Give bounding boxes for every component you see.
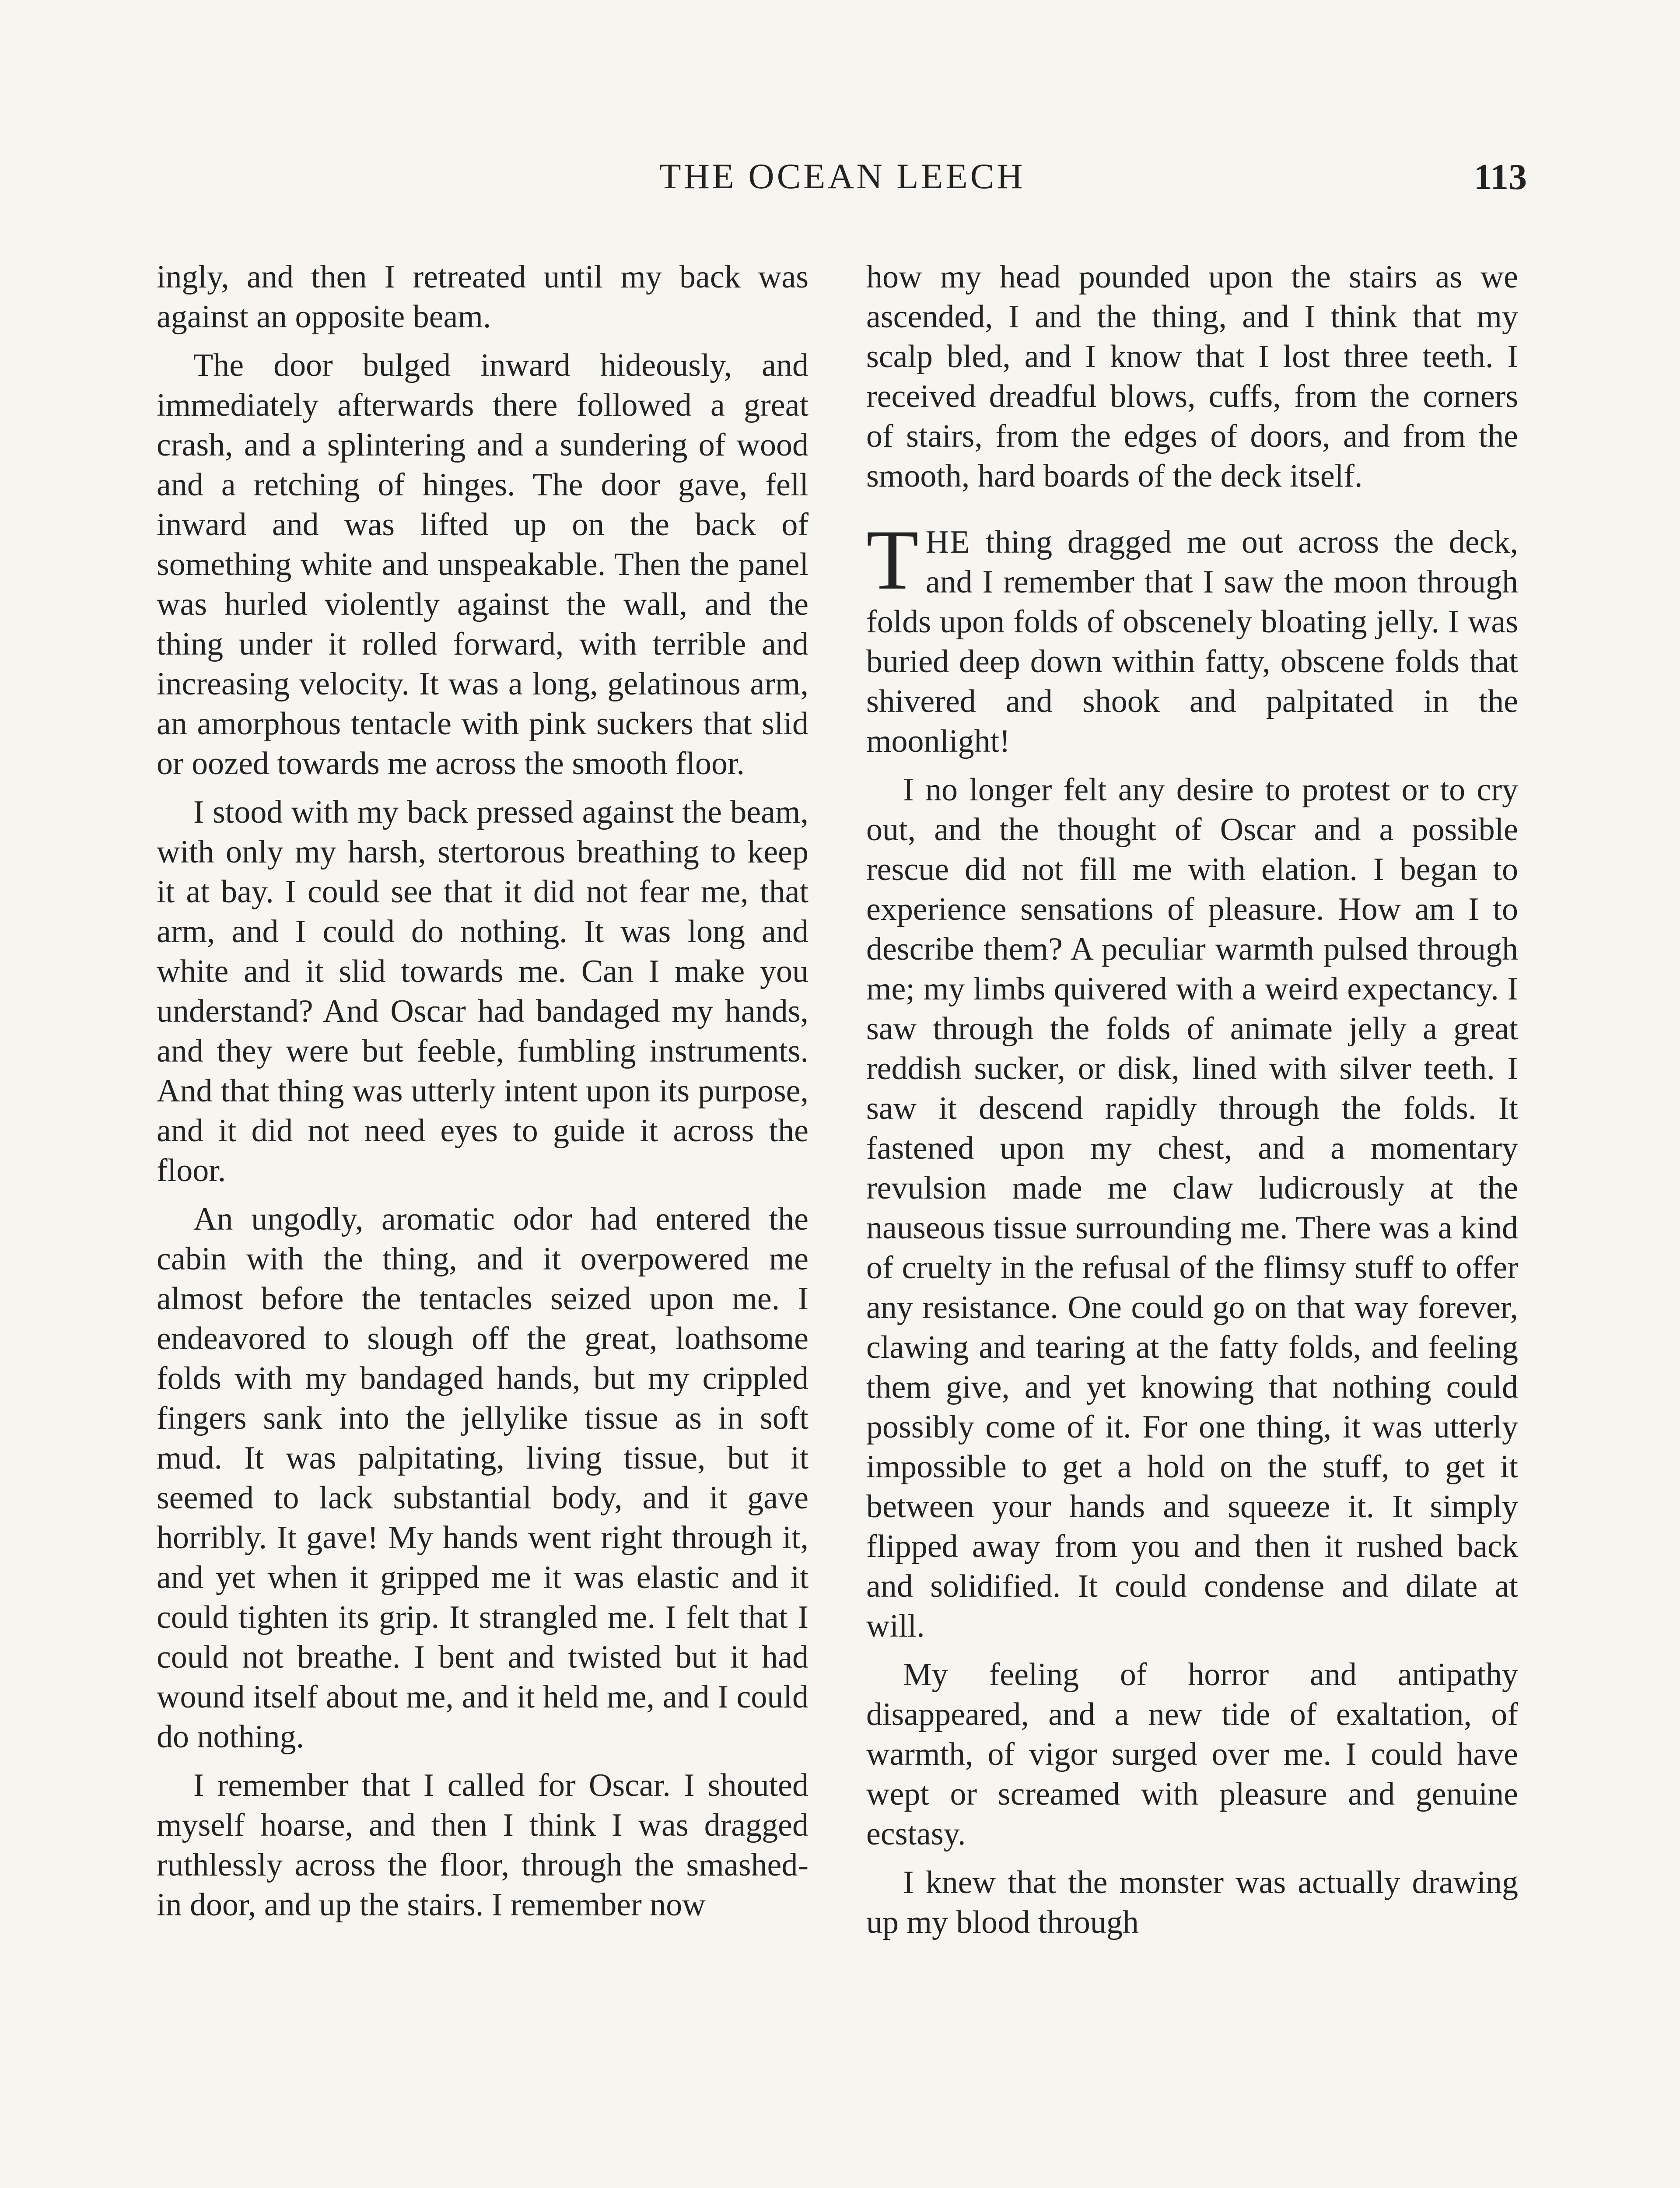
- paragraph: An ungodly, aromatic odor had entered the cabin with the thing, and it overpowered me almost before the tentacles seized upon me. I endeavored to slough off the great, loathsome folds with my bandaged hands, but my crippled fingers sank into the jellylike tissue as in soft mud. It was palpitating, living tissue, but it seemed to lack substantial body, and it gave horribly. It gave! My hands went right through it, and yet when it gripped me it was elastic and it could tighten its grip. It strangled me. I felt that I could not breathe. I bent and twisted but it had wound itself about me, and it held me, and I could do nothing.: [157, 1201, 808, 1755]
- running-title: THE OCEAN LEECH: [659, 156, 1026, 196]
- paragraph: I stood with my back pressed against the beam, with only my harsh, stertorous breathing to keep it at bay. I could see that it did not fear me, that arm, and I could do nothing. It was long and white and it slid towards me. Can I make you understand? And Oscar had bandaged my hands, and they were but feeble, fumbling instruments. And that thing was utterly intent upon its purpose, and it did not need eyes to guide it across the floor.: [157, 794, 808, 1189]
- small-caps-lead: HE: [925, 524, 971, 560]
- paragraph: I no longer felt any desire to protest or to cry out, and the thought of Oscar and a possible rescue did not fill me with elation. I began to experience sensations of pleasure. How am I to describe them? A peculiar warmth pulsed through me; my limbs quivered with a weird expectancy. I saw through the folds of animate jelly a great reddish sucker, or disk, lined with silver teeth. I saw it descend rapidly through the folds. It fastened upon my chest, and a momentary revulsion made me claw ludicrously at the nauseous tissue surrounding me. There was a kind of cruelty in the refusal of the flimsy stuff to offer any resistance. One could go on that way forever, clawing and tearing at the fatty folds, and feeling them give, and yet knowing that nothing could possibly come of it. For one thing, it was utterly impossible to get a hold on the stuff, to get it between your hands and squeeze it. It simply flipped away from you and then it rushed back and solidified. It could condense and dilate at will.: [866, 772, 1518, 1644]
- page-number: 113: [1474, 157, 1527, 197]
- page-header: [158, 139, 1527, 205]
- paragraph: ingly, and then I retreated until my back was against an opposite beam.: [157, 259, 808, 335]
- section-opening-paragraph: [866, 512, 1518, 761]
- paragraph-text: thing dragged me out across the deck, and I remember that I saw the moon through folds upon folds of obscenely bloating jelly. I was buried deep down within fatty, obscene folds that shivered and shook and palpitated in the moonlight!: [866, 524, 1518, 759]
- right-text-column: [866, 257, 1518, 1943]
- paragraph: I knew that the monster was actually drawing up my blood through: [866, 1865, 1518, 1940]
- paragraph: I remember that I called for Oscar. I shouted myself hoarse, and then I think I was dragged ruthlessly across the floor, through the smashed-in door, and up the stairs. I remember now: [157, 1767, 808, 1923]
- paragraph: The door bulged inward hideously, and immediately afterwards there followed a great crash, and a splintering and a sundering of wood and a retching of hinges. The door gave, fell inward and was lifted up on the back of something white and unspeakable. Then the panel was hurled violently against the wall, and the thing under it rolled forward, with terrible and increasing velocity. It was a long, gelatinous arm, an amorphous tentacle with pink suckers that slid or oozed towards me across the smooth floor.: [157, 347, 808, 782]
- left-text-column: [157, 257, 808, 1925]
- paragraph: My feeling of horror and antipathy disappeared, and a new tide of exaltation, of warmth, of vigor surged over me. I could have wept or screamed with pleasure and genuine ecstasy.: [866, 1657, 1518, 1852]
- paragraph: how my head pounded upon the stairs as we ascended, I and the thing, and I think that my scalp bled, and I know that I lost three teeth. I received dreadful blows, cuffs, from the corners of stairs, from the edges of doors, and from the smooth, hard boards of the deck itself.: [866, 259, 1518, 494]
- drop-cap: T: [866, 512, 919, 607]
